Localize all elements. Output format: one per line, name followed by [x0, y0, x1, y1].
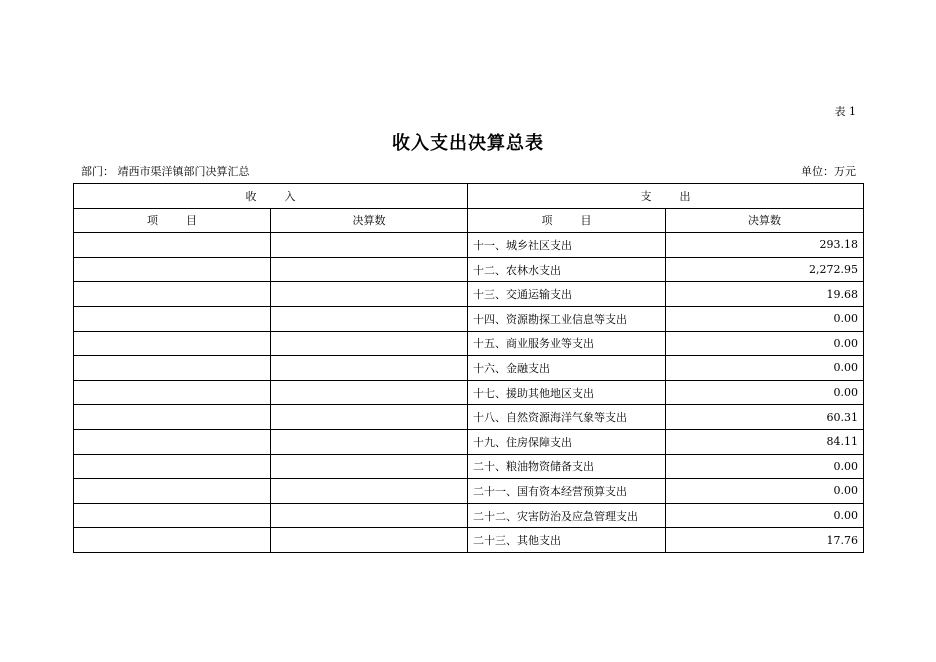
expense-section-header: 支 出	[468, 184, 864, 209]
income-item-header: 项 目	[74, 208, 271, 233]
income-item-cell	[74, 405, 271, 430]
expense-item-cell: 十八、自然资源海洋气象等支出	[468, 405, 666, 430]
expense-amount-header: 决算数	[666, 208, 864, 233]
income-amount-cell	[271, 405, 468, 430]
expense-amount-cell: 2,272.95	[666, 257, 864, 282]
income-item-cell	[74, 380, 271, 405]
income-amount-cell	[271, 306, 468, 331]
expense-item-cell: 十一、城乡社区支出	[468, 233, 666, 258]
income-amount-cell	[271, 356, 468, 381]
expense-amount-cell: 0.00	[666, 454, 864, 479]
expense-item-cell: 二十二、灾害防治及应急管理支出	[468, 503, 666, 528]
expense-item-cell: 十九、住房保障支出	[468, 429, 666, 454]
table-row	[74, 503, 864, 528]
expense-item-header: 项 目	[468, 208, 666, 233]
income-amount-header: 决算数	[271, 208, 468, 233]
table-row	[74, 282, 864, 307]
income-amount-cell	[271, 479, 468, 504]
income-item-cell	[74, 429, 271, 454]
expense-item-cell: 十四、资源勘探工业信息等支出	[468, 306, 666, 331]
income-amount-cell	[271, 233, 468, 258]
expense-amount-cell: 0.00	[666, 356, 864, 381]
income-amount-cell	[271, 257, 468, 282]
table-row	[74, 306, 864, 331]
income-amount-cell	[271, 429, 468, 454]
expense-item-cell: 十二、农林水支出	[468, 257, 666, 282]
table-column-header-row	[74, 208, 864, 233]
income-item-cell	[74, 306, 271, 331]
income-item-cell	[74, 528, 271, 553]
income-amount-cell	[271, 528, 468, 553]
expense-item-cell: 十六、金融支出	[468, 356, 666, 381]
table-row	[74, 356, 864, 381]
table-row	[74, 479, 864, 504]
income-item-cell	[74, 479, 271, 504]
income-item-cell	[74, 257, 271, 282]
expense-amount-cell: 0.00	[666, 380, 864, 405]
income-item-cell	[74, 454, 271, 479]
income-item-cell	[74, 282, 271, 307]
income-section-header: 收 入	[74, 184, 468, 209]
expense-item-cell: 十三、交通运输支出	[468, 282, 666, 307]
income-item-cell	[74, 503, 271, 528]
income-item-cell	[74, 356, 271, 381]
expense-amount-cell: 17.76	[666, 528, 864, 553]
table-row	[74, 454, 864, 479]
expense-amount-cell: 0.00	[666, 306, 864, 331]
table-row	[74, 528, 864, 553]
expense-item-cell: 二十一、国有资本经营预算支出	[468, 479, 666, 504]
expense-amount-cell: 0.00	[666, 331, 864, 356]
table-row	[74, 331, 864, 356]
expense-item-cell: 二十、粮油物资储备支出	[468, 454, 666, 479]
expense-amount-cell: 293.18	[666, 233, 864, 258]
income-item-cell	[74, 331, 271, 356]
page-title: 收入支出决算总表	[392, 133, 544, 154]
expense-amount-cell: 60.31	[666, 405, 864, 430]
budget-table	[73, 183, 864, 553]
expense-amount-cell: 0.00	[666, 479, 864, 504]
income-amount-cell	[271, 331, 468, 356]
unit-label: 单位：万元	[801, 165, 856, 178]
table-number: 表 1	[834, 105, 856, 118]
income-item-cell	[74, 233, 271, 258]
department-label: 部门： 靖西市渠洋镇部门决算汇总	[81, 165, 250, 178]
expense-amount-cell: 84.11	[666, 429, 864, 454]
table-row	[74, 429, 864, 454]
table-row	[74, 233, 864, 258]
expense-item-cell: 十七、援助其他地区支出	[468, 380, 666, 405]
table-row	[74, 257, 864, 282]
table-section-header-row	[74, 184, 864, 209]
income-amount-cell	[271, 503, 468, 528]
table-row	[74, 380, 864, 405]
income-amount-cell	[271, 454, 468, 479]
expense-amount-cell: 0.00	[666, 503, 864, 528]
expense-item-cell: 二十三、其他支出	[468, 528, 666, 553]
expense-item-cell: 十五、商业服务业等支出	[468, 331, 666, 356]
table-row	[74, 405, 864, 430]
expense-amount-cell: 19.68	[666, 282, 864, 307]
income-amount-cell	[271, 380, 468, 405]
income-amount-cell	[271, 282, 468, 307]
